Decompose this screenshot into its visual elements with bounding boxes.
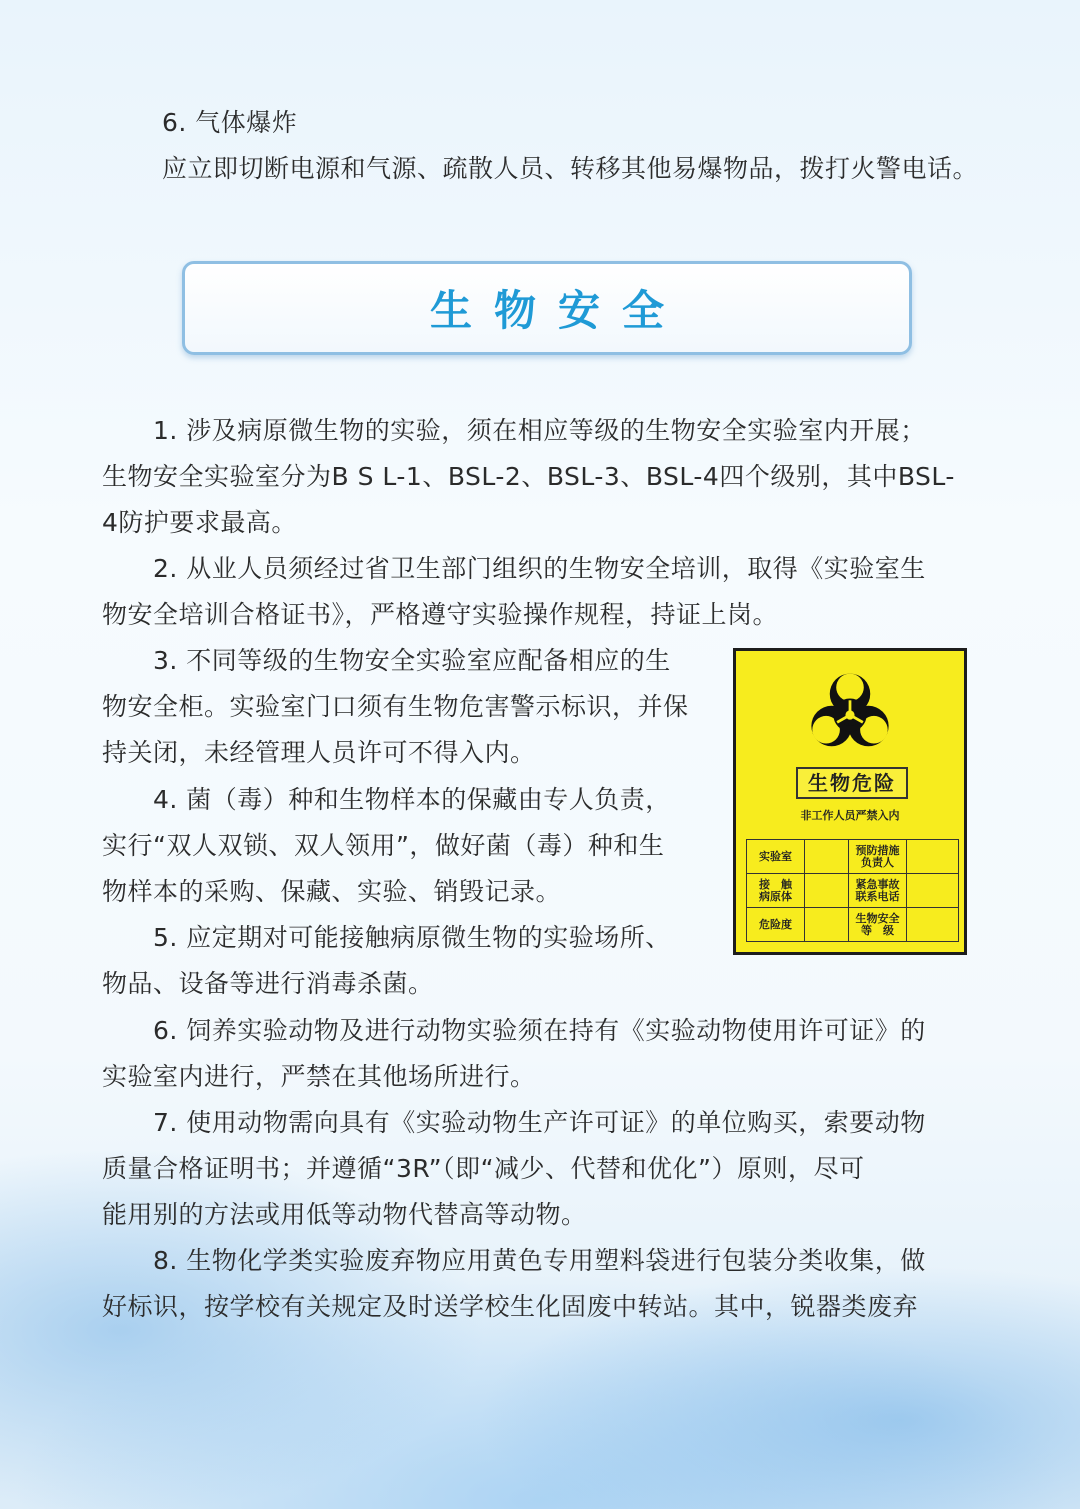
para-5-line-1: 5. 应定期对可能接触病原微生物的实验场所、	[102, 923, 671, 952]
para-6-line-2: 实验室内进行，严禁在其他场所进行。	[102, 1062, 536, 1091]
para-6-line-1: 6. 饲养实验动物及进行动物实验须在持有《实验动物使用许可证》的	[102, 1016, 926, 1045]
sign-cell-blank	[805, 908, 849, 942]
para-7-line-3: 能用别的方法或用低等动物代替高等动物。	[102, 1200, 587, 1229]
sign-title: 生物危险	[796, 767, 908, 799]
sign-row	[747, 840, 959, 874]
sign-cell-emergency: 紧急事故 联系电话	[849, 874, 907, 908]
para-8-line-1: 8. 生物化学类实验废弃物应用黄色专用塑料袋进行包装分类收集，做	[102, 1246, 926, 1275]
para-1-line-3: 4防护要求最高。	[102, 508, 297, 537]
sign-cell-pathogen: 接 触 病原体	[747, 874, 805, 908]
para-3-line-1: 3. 不同等级的生物安全实验室应配备相应的生	[102, 646, 671, 675]
sign-cell-prevention: 预防措施 负责人	[849, 840, 907, 874]
para-3-line-2: 物安全柜。实验室门口须有生物危害警示标识，并保	[102, 692, 689, 721]
sign-row	[747, 874, 959, 908]
para-3-line-3: 持关闭，未经管理人员许可不得入内。	[102, 738, 536, 767]
sign-cell-risk: 危险度	[747, 908, 805, 942]
biohazard-sign	[733, 648, 967, 955]
sign-subtitle: 非工作人员严禁入内	[800, 809, 900, 822]
prev-section-heading: 6. 气体爆炸	[162, 108, 298, 137]
para-1-line-2: 生物安全实验室分为B S L-1、BSL-2、BSL-3、BSL-4四个级别，其中BSL-	[102, 462, 955, 491]
sign-cell-lab: 实验室	[747, 840, 805, 874]
prev-section-text: 应立即切断电源和气源、疏散人员、转移其他易爆物品，拨打火警电话。	[162, 154, 979, 183]
para-8-line-2: 好标识，按学校有关规定及时送学校生化固废中转站。其中，锐器类废弃	[102, 1292, 919, 1321]
sign-cell-blank	[805, 874, 849, 908]
sign-cell-biosafety-level: 生物安全 等 级	[849, 908, 907, 942]
para-4-line-1: 4. 菌（毒）种和生物样本的保藏由专人负责，	[102, 785, 671, 814]
sign-row	[747, 908, 959, 942]
para-1-line-1: 1. 涉及病原微生物的实验，须在相应等级的生物安全实验室内开展；	[102, 416, 926, 445]
sign-cell-blank	[907, 908, 959, 942]
para-7-line-2: 质量合格证明书；并遵循“3R”（即“减少、代替和优化”）原则，尽可	[102, 1154, 865, 1183]
sign-cell-blank	[907, 840, 959, 874]
section-title-box	[182, 261, 912, 355]
sign-cell-blank	[907, 874, 959, 908]
sign-table	[746, 839, 959, 942]
para-2-line-1: 2. 从业人员须经过省卫生部门组织的生物安全培训，取得《实验室生	[102, 554, 926, 583]
section-title: 生物安全	[429, 286, 686, 335]
sign-cell-blank	[805, 840, 849, 874]
para-2-line-2: 物安全培训合格证书》，严格遵守实验操作规程，持证上岗。	[102, 600, 779, 629]
biohazard-icon	[804, 669, 896, 761]
para-4-line-3: 物样本的采购、保藏、实验、销毁记录。	[102, 877, 562, 906]
para-5-line-2: 物品、设备等进行消毒杀菌。	[102, 969, 434, 998]
para-4-line-2: 实行“双人双锁、双人领用”，做好菌（毒）种和生	[102, 831, 665, 860]
para-7-line-1: 7. 使用动物需向具有《实验动物生产许可证》的单位购买，索要动物	[102, 1108, 926, 1137]
